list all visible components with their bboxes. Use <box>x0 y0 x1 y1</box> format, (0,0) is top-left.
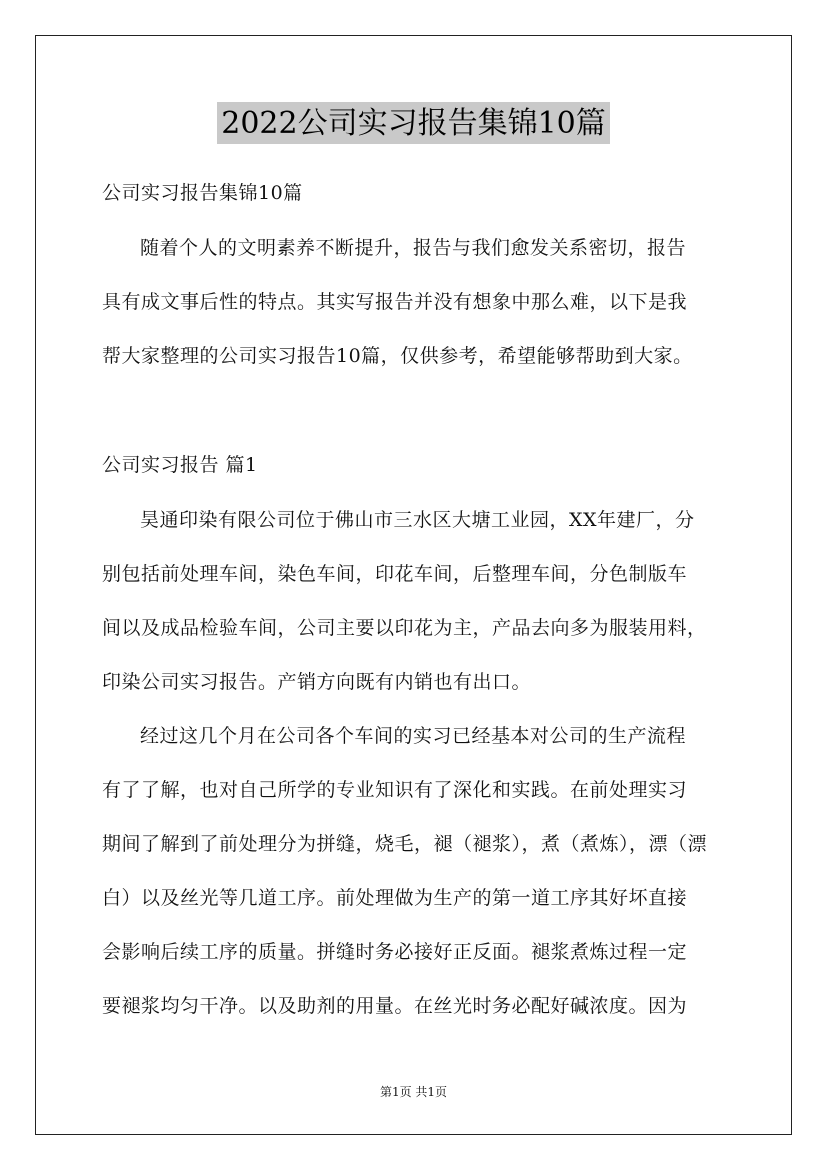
document-title: 2022公司实习报告集锦10篇 <box>217 102 610 144</box>
paragraph-line: 会影响后续工序的质量。拼缝时务必接好正反面。褪浆煮炼过程一定 <box>102 941 688 963</box>
paragraph-line: 别包括前处理车间，染色车间，印花车间，后整理车间，分色制版车 <box>102 563 688 585</box>
subtitle: 公司实习报告集锦10篇 <box>102 182 303 204</box>
section-heading: 公司实习报告 篇1 <box>102 454 258 476</box>
paragraph-line: 经过这几个月在公司各个车间的实习已经基本对公司的生产流程 <box>140 725 687 747</box>
title-wrap <box>0 102 827 144</box>
intro-line: 帮大家整理的公司实习报告10篇，仅供参考，希望能够帮助到大家。 <box>102 345 693 367</box>
paragraph-line: 有了了解，也对自己所学的专业知识有了深化和实践。在前处理实习 <box>102 779 688 801</box>
intro-line: 具有成文事后性的特点。其实写报告并没有想象中那么难，以下是我 <box>102 291 688 313</box>
paragraph-line: 期间了解到了前处理分为拼缝，烧毛，褪（褪浆），煮（煮炼），漂（漂 <box>102 833 708 855</box>
paragraph-line: 昊通印染有限公司位于佛山市三水区大塘工业园，XX年建厂，分 <box>140 509 695 531</box>
paragraph-line: 要褪浆均匀干净。以及助剂的用量。在丝光时务必配好碱浓度。因为 <box>102 995 688 1017</box>
intro-line: 随着个人的文明素养不断提升，报告与我们愈发关系密切，报告 <box>140 237 687 259</box>
paragraph-line: 白）以及丝光等几道工序。前处理做为生产的第一道工序其好坏直接 <box>102 887 688 909</box>
paragraph-line: 间以及成品检验车间，公司主要以印花为主，产品去向多为服装用料， <box>102 617 707 639</box>
paragraph-line: 印染公司实习报告。产销方向既有内销也有出口。 <box>102 671 532 693</box>
page-footer: 第1页 共1页 <box>379 1085 448 1099</box>
